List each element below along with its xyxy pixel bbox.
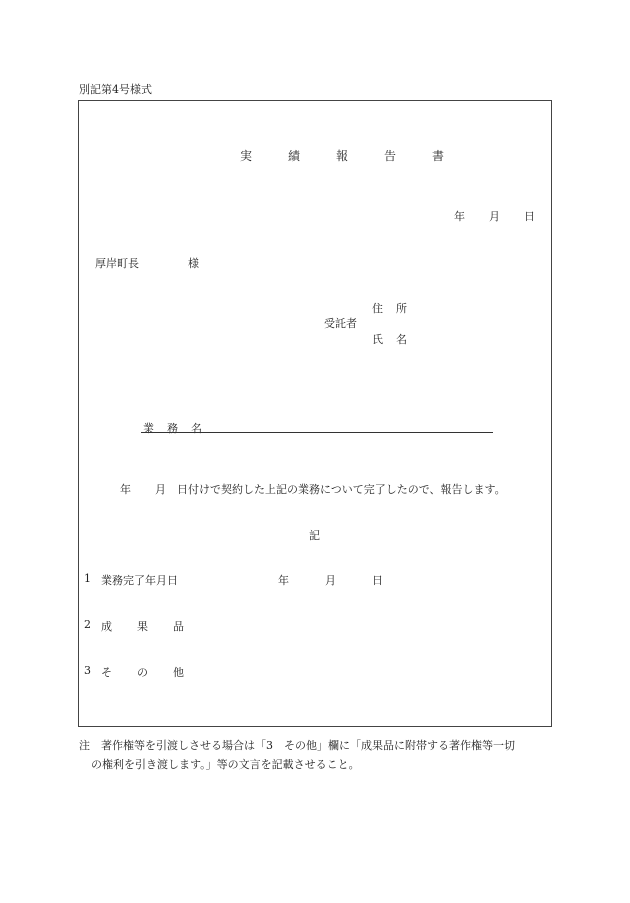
date-year: 年 xyxy=(454,210,465,223)
contractor-label: 受託者 xyxy=(324,317,357,330)
name-label-1: 氏 xyxy=(372,333,383,346)
report-month: 月 xyxy=(155,483,166,496)
item-1-label: 業務完了年月日 xyxy=(101,574,178,587)
business-name-underline xyxy=(141,432,493,433)
business-name-char: 業 xyxy=(143,422,154,435)
item-2-number: 2 xyxy=(84,618,91,631)
note-line-2: の権利を引き渡します。」等の文言を記載させること。 xyxy=(91,758,360,771)
date-day: 日 xyxy=(524,210,535,223)
document-title xyxy=(240,147,444,164)
item-2-char: 果 xyxy=(137,620,148,633)
report-text: 日付けで契約した上記の業務について完了したので、報告します。 xyxy=(177,483,506,496)
addressee-name: 厚岸町長 xyxy=(95,257,139,270)
form-label: 別記第4号様式 xyxy=(79,83,152,96)
item-3-number: 3 xyxy=(84,664,91,677)
item-2-char: 品 xyxy=(173,620,184,633)
title-char: 書 xyxy=(432,149,445,163)
business-name-char: 務 xyxy=(167,422,178,435)
date-month: 月 xyxy=(489,210,500,223)
ki-label: 記 xyxy=(309,529,320,542)
title-char: 報 xyxy=(336,149,349,163)
address-label-1: 住 xyxy=(372,302,383,315)
item-3-char: そ xyxy=(101,666,112,679)
title-char: 実 xyxy=(240,149,253,163)
item-1-year: 年 xyxy=(278,574,289,587)
item-1-month: 月 xyxy=(325,574,336,587)
addressee-honorific: 様 xyxy=(188,257,199,270)
item-3-char: 他 xyxy=(173,666,184,679)
item-1-day: 日 xyxy=(372,574,383,587)
name-label-2: 名 xyxy=(396,333,407,346)
business-name-char: 名 xyxy=(191,422,202,435)
title-char: 績 xyxy=(288,149,301,163)
item-2-char: 成 xyxy=(101,620,112,633)
title-char: 告 xyxy=(384,149,397,163)
report-frame xyxy=(78,100,552,727)
item-1-number: 1 xyxy=(84,572,91,585)
report-year: 年 xyxy=(120,483,131,496)
note-line-1: 注 著作権等を引渡しさせる場合は「3 その他」欄に「成果品に附帯する著作権等一切 xyxy=(79,739,515,752)
item-3-char: の xyxy=(137,666,148,679)
address-label-2: 所 xyxy=(396,302,407,315)
